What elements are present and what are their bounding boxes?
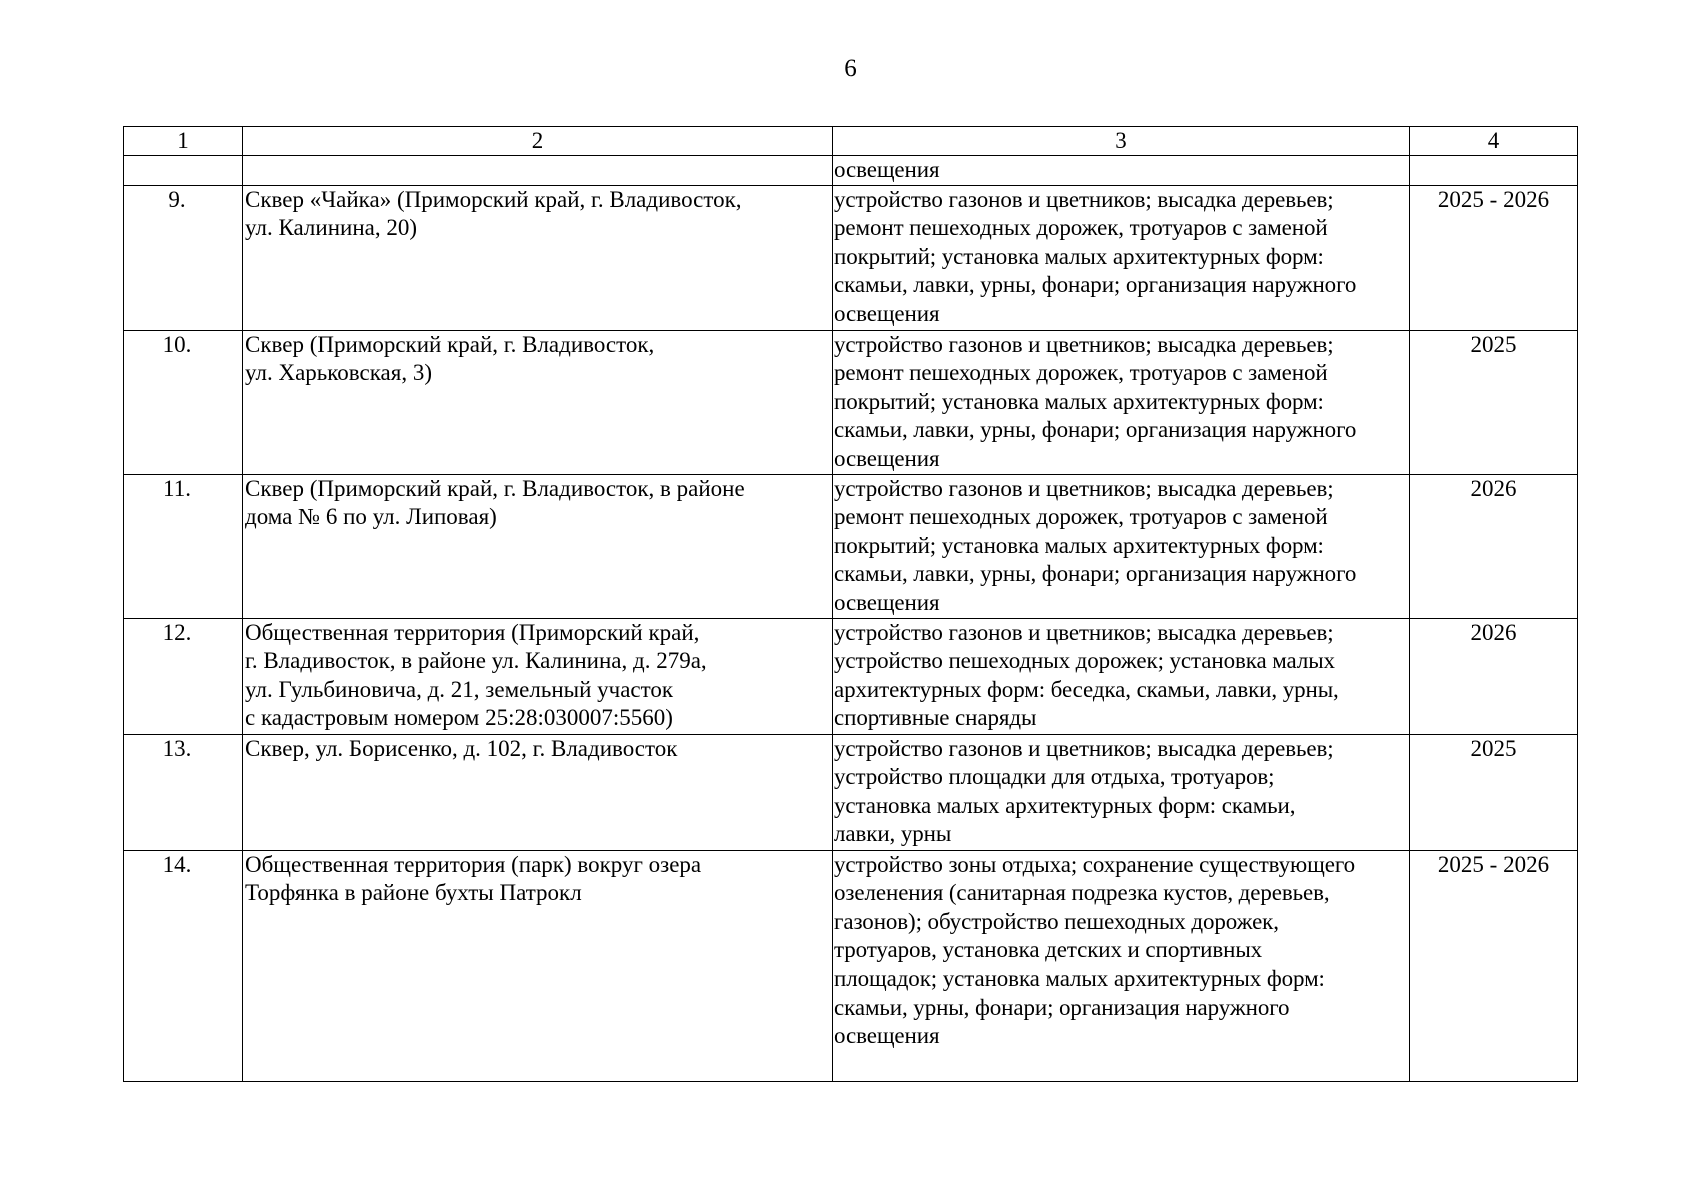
implementation-years-cell (1410, 156, 1578, 186)
implementation-years-cell: 2026 (1410, 618, 1578, 734)
row-number-cell (124, 156, 243, 186)
header-cell-col2: 2 (243, 127, 833, 156)
works-description-cell: устройство газонов и цветников; высадка деревьев; ремонт пешеходных дорожек, тротуаров с заменой покрытий; установка малых архитектурных форм: скамьи, лавки, урны, фонари; организация наружного освещения (833, 185, 1410, 330)
table-row (124, 185, 1578, 330)
row-number-cell: 12. (124, 618, 243, 734)
row-number-cell: 9. (124, 185, 243, 330)
works-description-cell: устройство газонов и цветников; высадка деревьев; ремонт пешеходных дорожек, тротуаров с заменой покрытий; установка малых архитектурных форм: скамьи, лавки, урны, фонари; организация наружного освещения (833, 330, 1410, 474)
object-name-cell: Сквер (Приморский край, г. Владивосток, в районе дома № 6 по ул. Липовая) (243, 474, 833, 618)
works-description-cell: устройство газонов и цветников; высадка деревьев; устройство площадки для отдыха, тротуаров; установка малых архитектурных форм: скамьи, лавки, урны (833, 734, 1410, 850)
table-row (124, 734, 1578, 850)
table-row (124, 474, 1578, 618)
implementation-years-cell: 2025 (1410, 734, 1578, 850)
object-name-cell: Сквер «Чайка» (Приморский край, г. Владивосток, ул. Калинина, 20) (243, 185, 833, 330)
implementation-years-cell: 2025 - 2026 (1410, 850, 1578, 1081)
works-description-cell: устройство газонов и цветников; высадка деревьев; устройство пешеходных дорожек; установка малых архитектурных форм: беседка, скамьи, лавки, урны, спортивные снаряды (833, 618, 1410, 734)
header-cell-col3: 3 (833, 127, 1410, 156)
works-description-cell: освещения (833, 156, 1410, 186)
row-number-cell: 14. (124, 850, 243, 1081)
table-row (124, 330, 1578, 474)
works-description-cell: устройство газонов и цветников; высадка деревьев; ремонт пешеходных дорожек, тротуаров с заменой покрытий; установка малых архитектурных форм: скамьи, лавки, урны, фонари; организация наружного освещения (833, 474, 1410, 618)
row-number-cell: 13. (124, 734, 243, 850)
row-number-cell: 11. (124, 474, 243, 618)
implementation-years-cell: 2025 (1410, 330, 1578, 474)
table-row (124, 850, 1578, 1081)
row-number-cell: 10. (124, 330, 243, 474)
object-name-cell (243, 156, 833, 186)
header-cell-col4: 4 (1410, 127, 1578, 156)
table-row (124, 618, 1578, 734)
table-header-row (124, 127, 1578, 156)
object-name-cell: Сквер (Приморский край, г. Владивосток, ул. Харьковская, 3) (243, 330, 833, 474)
improvement-table (123, 126, 1578, 1082)
page-number: 6 (844, 55, 857, 82)
object-name-cell: Общественная территория (парк) вокруг озера Торфянка в районе бухты Патрокл (243, 850, 833, 1081)
implementation-years-cell: 2025 - 2026 (1410, 185, 1578, 330)
works-description-cell: устройство зоны отдыха; сохранение существующего озеленения (санитарная подрезка кустов, деревьев, газонов); обустройство пешеходных дорожек, тротуаров, установка детских и спортивных площадок; установка малых архитектурных форм: скамьи, урны, фонари; организация наружного освещения (833, 850, 1410, 1081)
table-row (124, 156, 1578, 186)
object-name-cell: Общественная территория (Приморский край, г. Владивосток, в районе ул. Калинина, д. 279а, ул. Гульбиновича, д. 21, земельный участок с кадастровым номером 25:28:030007:5560) (243, 618, 833, 734)
implementation-years-cell: 2026 (1410, 474, 1578, 618)
header-cell-col1: 1 (124, 127, 243, 156)
object-name-cell: Сквер, ул. Борисенко, д. 102, г. Владивосток (243, 734, 833, 850)
